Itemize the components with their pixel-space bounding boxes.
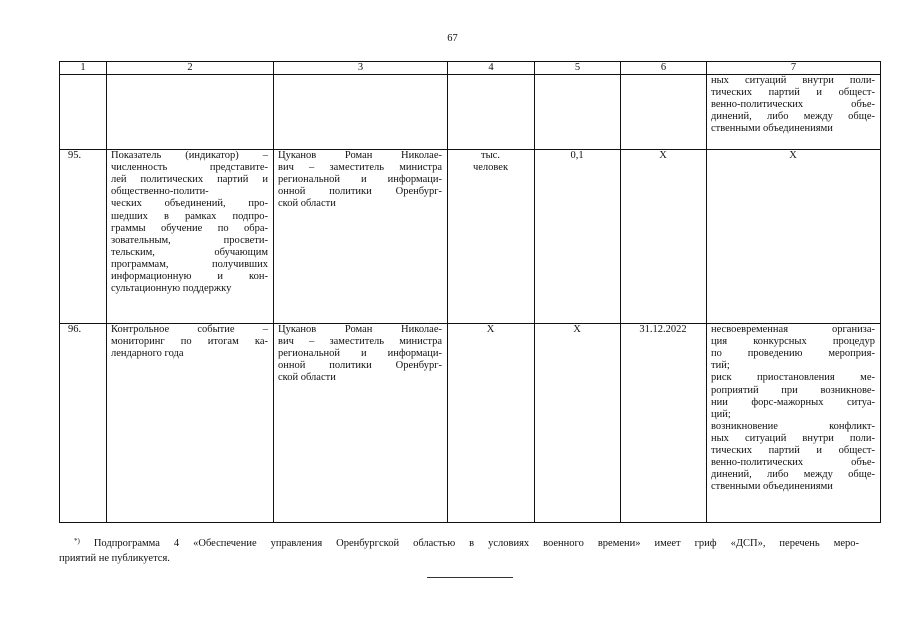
text-line: вич – заместитель министра [278,162,442,174]
cell-date: 31.12.2022 [621,324,707,523]
cell-empty [274,75,448,150]
table-row-96 [60,324,881,523]
cell-date: Х [621,150,707,324]
footnote-line: приятий не публикуется. [59,553,170,564]
text-line: шедших в рамках подпро- [111,210,268,222]
footnote [59,536,859,566]
row-number: 96. [60,324,107,523]
text-line: тических партий и общест- [711,87,875,99]
col-header-7: 7 [707,62,881,75]
text-line: ственными объединениями [711,481,833,493]
text-line: нии форс-мажорных ситуа- [711,396,875,408]
text-line: несвоевременная организа- [711,324,875,336]
text-line: зовательным, просвети- [111,234,268,246]
text-line: лей политических партий и [111,174,268,186]
text-line: тических партий и общест- [711,445,875,457]
unit-line: тыс. [481,150,500,162]
text-line: возникновение конфликт- [711,420,875,432]
cell-empty [535,75,621,150]
col-header-2: 2 [107,62,274,75]
text-line: программам, получивших [111,258,268,270]
text-line: региональной и информаци- [278,174,442,186]
text-line: региональной и информаци- [278,348,442,360]
cell-name [107,324,274,523]
measures-table [59,61,881,523]
cell-empty [107,75,274,150]
cell-unit [448,150,535,324]
cell-empty [60,75,107,150]
cell-unit: Х [448,324,535,523]
text-line: риск приостановления ме- [711,372,875,384]
text-line: ской области [278,198,336,210]
cell-name [107,150,274,324]
text-line: информационную и кон- [111,271,268,283]
text-line: численность представите- [111,162,268,174]
footnote-separator [427,577,513,578]
text-line: ской области [278,372,336,384]
text-line: Цуканов Роман Николае- [278,324,442,336]
text-line: ных ситуаций внутри поли- [711,75,875,87]
text-line: онной политики Оренбург- [278,360,442,372]
row-number: 95. [60,150,107,324]
cell-empty [448,75,535,150]
text-line: Показатель (индикатор) – [111,150,268,162]
text-line: венно-политических объе- [711,99,875,111]
col-header-6: 6 [621,62,707,75]
cell-responsible [274,150,448,324]
table-row-95 [60,150,881,324]
text-line: ческих объединений, про- [111,198,268,210]
footnote-marker: *) [74,537,80,545]
text-line: венно-политических объе- [711,457,875,469]
text-line: вич – заместитель министра [278,336,442,348]
table-header-row [60,62,881,75]
footnote-text: Подпрограмма 4 «Обеспечение управления Оренбургской областью в условиях военного времени» имеет гриф «ДСП», перечень меро- [93,538,859,549]
cell-risks-continuation [707,75,881,150]
text-line: динений, либо между обще- [711,469,875,481]
text-line: лендарного года [111,348,184,360]
text-line: ция конкурсных процедур [711,336,875,348]
page-number: 67 [447,33,458,44]
text-line: ных ситуаций внутри поли- [711,432,875,444]
text-line: Цуканов Роман Николае- [278,150,442,162]
cell-value: Х [535,324,621,523]
text-line: Контрольное событие – [111,324,268,336]
text-line: сультационную поддержку [111,283,232,295]
text-line: тельским, обучающим [111,246,268,258]
cell-value: 0,1 [535,150,621,324]
text-line: онной политики Оренбург- [278,186,442,198]
text-line: ций; [711,408,731,420]
text-line: по проведению мероприя- [711,348,875,360]
text-line: ственными объединениями [711,123,833,135]
text-line: граммы обучение по обра- [111,222,268,234]
col-header-5: 5 [535,62,621,75]
cell-empty [621,75,707,150]
text-line: мониторинг по итогам ка- [111,336,268,348]
cell-risks: Х [707,150,881,324]
cell-risks [707,324,881,523]
col-header-4: 4 [448,62,535,75]
text-line: роприятий при возникнове- [711,384,875,396]
unit-line: человек [472,162,509,174]
col-header-1: 1 [60,62,107,75]
footnote-line [59,536,859,551]
cell-responsible [274,324,448,523]
col-header-3: 3 [274,62,448,75]
text-line: динений, либо между обще- [711,111,875,123]
text-line: общественно-полити- [111,186,209,198]
table-row-continuation [60,75,881,150]
text-line: тий; [711,360,730,372]
